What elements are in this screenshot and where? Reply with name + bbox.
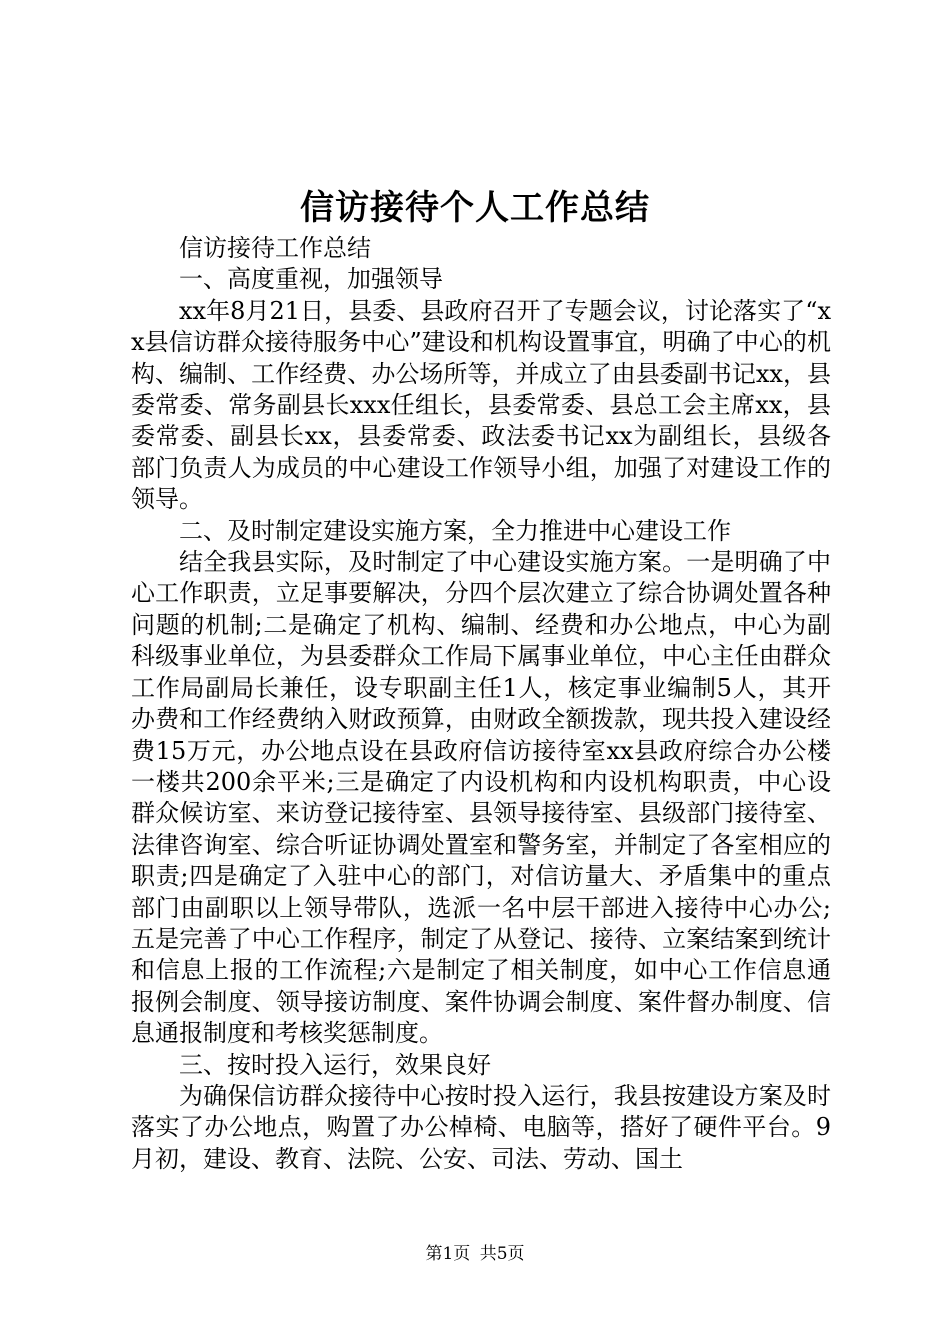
paragraph-1: xx年8月21日，县委、县政府召开了专题会议，讨论落实了“xx县信访群众接待服务中心”建设和机构设置事宜，明确了中心的机构、编制、工作经费、办公场所等，并成立了由县委副书记xx，县委常委、常务副县长xxx任组长，县委常委、县总工会主席xx，县委常委、副县长xx，县委常委、政法委书记xx为副组长，县级各部门负责人为成员的中心建设工作领导小组，加强了对建设工作的领导。	[131, 296, 831, 514]
page-number: 第1页	[425, 1244, 471, 1264]
paragraph-2: 结全我县实际，及时制定了中心建设实施方案。一是明确了中心工作职责，立足事要解决，分四个层次建立了综合协调处置各种问题的机制;二是确定了机构、编制、经费和办公地点，中心为副科级事业单位，为县委群众工作局下属事业单位，中心主任由群众工作局副局长兼任，设专职副主任1人，核定事业编制5人，其开办费和工作经费纳入财政预算，由财政全额拨款，现共投入建设经费15万元，办公地点设在县政府信访接待室xx县政府综合办公楼一楼共200余平米;三是确定了内设机构和内设机构职责，中心设群众候访室、来访登记接待室、县领导接待室、县级部门接待室、法律咨询室、综合听证协调处置室和警务室，并制定了各室相应的职责;四是确定了入驻中心的部门，对信访量大、矛盾集中的重点部门由副职以上领导带队，选派一名中层干部进入接待中心办公;五是完善了中心工作程序，制定了从登记、接待、立案结案到统计和信息上报的工作流程;六是制定了相关制度，如中心工作信息通报例会制度、领导接访制度、案件协调会制度、案件督办制度、信息通报制度和考核奖惩制度。	[131, 548, 831, 1048]
section-heading-2: 二、及时制定建设实施方案，全力推进中心建设工作	[179, 516, 731, 545]
paragraph-subtitle: 信访接待工作总结	[179, 234, 371, 262]
section-heading-1: 一、高度重视，加强领导	[179, 265, 443, 294]
section-heading-3: 三、按时投入运行，效果良好	[179, 1050, 491, 1079]
paragraph-3: 为确保信访群众接待中心按时投入运行，我县按建设方案及时落实了办公地点，购置了办公棹椅、电脑等，搭好了硬件平台。9月初，建设、教育、法院、公安、司法、劳动、国土	[131, 1081, 831, 1173]
page-footer	[0, 1243, 950, 1265]
page-total: 共5页	[479, 1244, 525, 1264]
document-body	[131, 233, 831, 1175]
document-title: 信访接待个人工作总结	[300, 188, 650, 228]
